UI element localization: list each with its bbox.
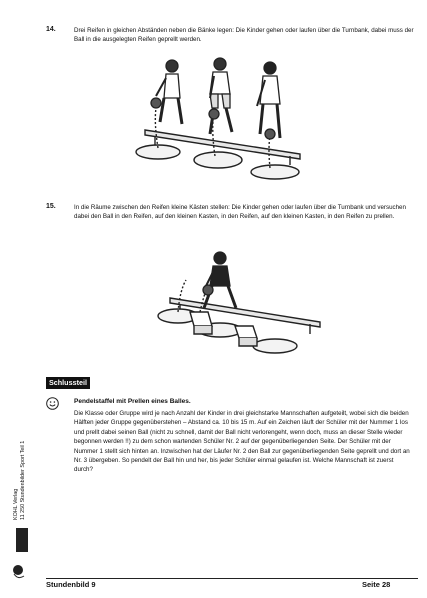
exercise-15-number: 15.: [46, 203, 56, 210]
product-name: 11 250 Stundenbilder Sport Teil 1: [20, 440, 26, 520]
bench-box-bounce-illustration-2: [150, 250, 330, 362]
footer-rule: [46, 578, 418, 579]
smiley-icon: [46, 397, 59, 410]
footer-page-number: Seite 28: [362, 580, 391, 589]
game-title: Pendelstaffel mit Prellen eines Balles.: [74, 398, 191, 405]
exercise-14-text: Drei Reifen in gleichen Abständen neben die Bänke legen: Die Kinder gehen oder laufen über die Turnbank, dabei muss der Ball in die ausgelegten Reifen geprellt werden.: [74, 27, 414, 44]
game-description: Die Klasse oder Gruppe wird je nach Anzahl der Kinder in drei gleichstarke Mannschaften aufgeteilt, wobei sich die beiden Hälften jeder Gruppe gegenüberstehen – Abstand ca. 10 bis 15 m. Auf ein Zeichen läuft der Schüler mit der Nummer 1 los und prellt dabei seinen Ball (nicht zu schnell, damit der Ball nicht verlorengeht, wenn doch, muss an dieser Stelle wieder begonnen werden !!) zu dem schon wartenden Schüler Nr. 2 auf der gegenüberliegenden Seite. Der Schüler mit der Nummer 1 stellt sich hinten an. Inzwischen hat der Läufer Nr. 2 den Ball zur gegenüberliegenden Seite geprellt und dort an Nr. 3 übergeben. So pendelt der Ball hin und her, bis jeder Schüler einmal gelaufen ist. Welche Mannschaft ist zuerst durch?: [74, 410, 410, 474]
exercise-15-text: In die Räume zwischen den Reifen kleine Kästen stellen: Die Kinder gehen oder laufen über die Turnbank und versuchen dabei den Ball in den Reifen, auf den kleinen Kasten, in den Reifen, auf den kleinen Kasten, in den Reifen zu prellen.: [74, 204, 406, 221]
bench-bounce-illustration-1: [120, 48, 320, 180]
exercise-14-number: 14.: [46, 26, 56, 33]
section-heading: Schlussteil: [46, 377, 90, 389]
kohl-verlag-logo: [4, 470, 40, 582]
publisher-name: KOHL Verlag: [13, 488, 19, 520]
footer-lesson-label: Stundenbild 9: [46, 580, 96, 589]
